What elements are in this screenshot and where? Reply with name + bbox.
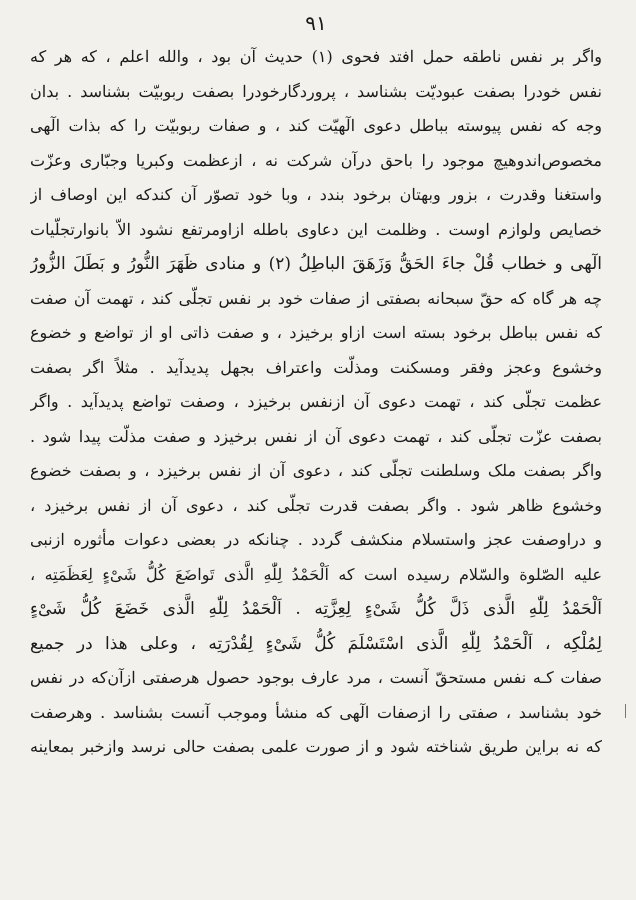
text-line: خود بشناسد ، صفتی را ازصفات الٓهی که منشأ وموجب آنست بشناسد . وهرصفت bbox=[30, 702, 602, 722]
text-line: وخشوع ظاهر شود . واگر بصفت قدرت تجلّی کند ، دعوی آن از نفس برخیزد ، bbox=[30, 495, 602, 515]
text-line: نفس خودرا بصفت عبودیّت بشناسد ، پروردگارخودرا بصفت ربوبیّت بشناسد . بدان bbox=[30, 81, 602, 101]
text-line: چه هر گاه که حقّ سبحانه بصفتی از صفات خود بر نفس تجلّی کند ، تهمت آن صفت bbox=[30, 288, 602, 308]
page-number: ۹۱ bbox=[305, 11, 327, 35]
text-line: صفات کـه نفس مستحقّ آنست ، مرد عارف بوجود حصول هرصفتی ازآن‌که در نفس bbox=[30, 668, 602, 687]
quran-verse-line: الٓهی و خطاب قُلْ جاءَ الحَقُّ وَزَهَقَ الباطِلُ (۲) و منادی ظَهَرَ النُّورُ و بَطَلَ الزُّورُ bbox=[30, 254, 602, 274]
hadith-line: اَلْحَمْدُ لِلّٰهِ الَّذی ذَلَّ کُلُّ شَیْءٍ لِعِزَّتِه . اَلْحَمْدُ لِلّٰهِ الَّذی خَضَعَ کُلُّ شَیْءٍ bbox=[30, 599, 602, 619]
text-line: خصایص ولوازم اوست . وظلمت این دعاوی باطله ازاومرتفع نشود الاّ بانوارتجلّیات bbox=[30, 219, 602, 239]
text-line: واگر بصفت ملک وسلطنت تجلّی کند ، دعوی آن از نفس برخیزد ، و بصفت خضوع bbox=[30, 461, 602, 480]
text-line: واستغنا وقدرت ، بزور وبهتان برخود بندد ، وبا خود تصوّر آن کندکه این اوصاف از bbox=[30, 185, 602, 204]
hadith-line: لِمُلْکِه ، اَلْحَمْدُ لِلّٰهِ الَّذی اسْتَسْلَمَ کُلُّ شَیْءٍ لِقُدْرَتِه ، وعلی هذا در جمیع bbox=[30, 633, 602, 654]
text-line: وجه که نفس پیوسته بباطل دعوی الٓهیّت کند ، و صفات ربوبیّت را که بذات الٓهی bbox=[30, 116, 602, 135]
text-line: که نه براین طریق شناخته شود و از صورت علمی بصفت حالی نرسد وازخبر بمعاینه bbox=[30, 737, 602, 756]
body-text bbox=[30, 40, 602, 765]
margin-mark bbox=[625, 704, 630, 718]
text-line: عظمت تجلّی کند ، تهمت دعوی آن ازنفس برخیزد ، وصفت تواضع پدیدآید . واگر bbox=[30, 392, 602, 411]
text-line: علیه الصّلوة والسّلام رسیده است که اَلْحَمْدُ لِلّٰهِ الَّذی تَواضَعَ کُلُّ شَیْءٍ لِعَظَمَتِه ، bbox=[30, 564, 602, 584]
text-line: بصفت عزّت تجلّی کند ، تهمت دعوی آن از نفس برخیزد و صفت مذلّت پیدا شود . bbox=[30, 426, 602, 446]
text-line: که نفس بباطل برخود بسته است ازاو برخیزد ، و صفت ذاتی او از تواضع و خضوع bbox=[30, 323, 602, 342]
text-line: مخصوص‌اندوهیچ موجود را باحق درآن شرکت نه ، ازعظمت وکبریا وجبّاری وعزّت bbox=[30, 150, 602, 170]
text-line: واگر بر نفس ناطقه حمل افتد فحوی (۱) حدیث آن بود ، والله اعلم ، که هر که bbox=[30, 47, 602, 66]
text-line: وخشوع وعجز وفقر ومسکنت ومذلّت واعتراف بجهل پدیدآید . مثلاً اگر بصفت bbox=[30, 357, 602, 377]
text-line: و دراوصفت عجز واستسلام منکشف گردد . چنانکه در بعضی دعوات مأثوره ازنبی bbox=[30, 530, 602, 549]
